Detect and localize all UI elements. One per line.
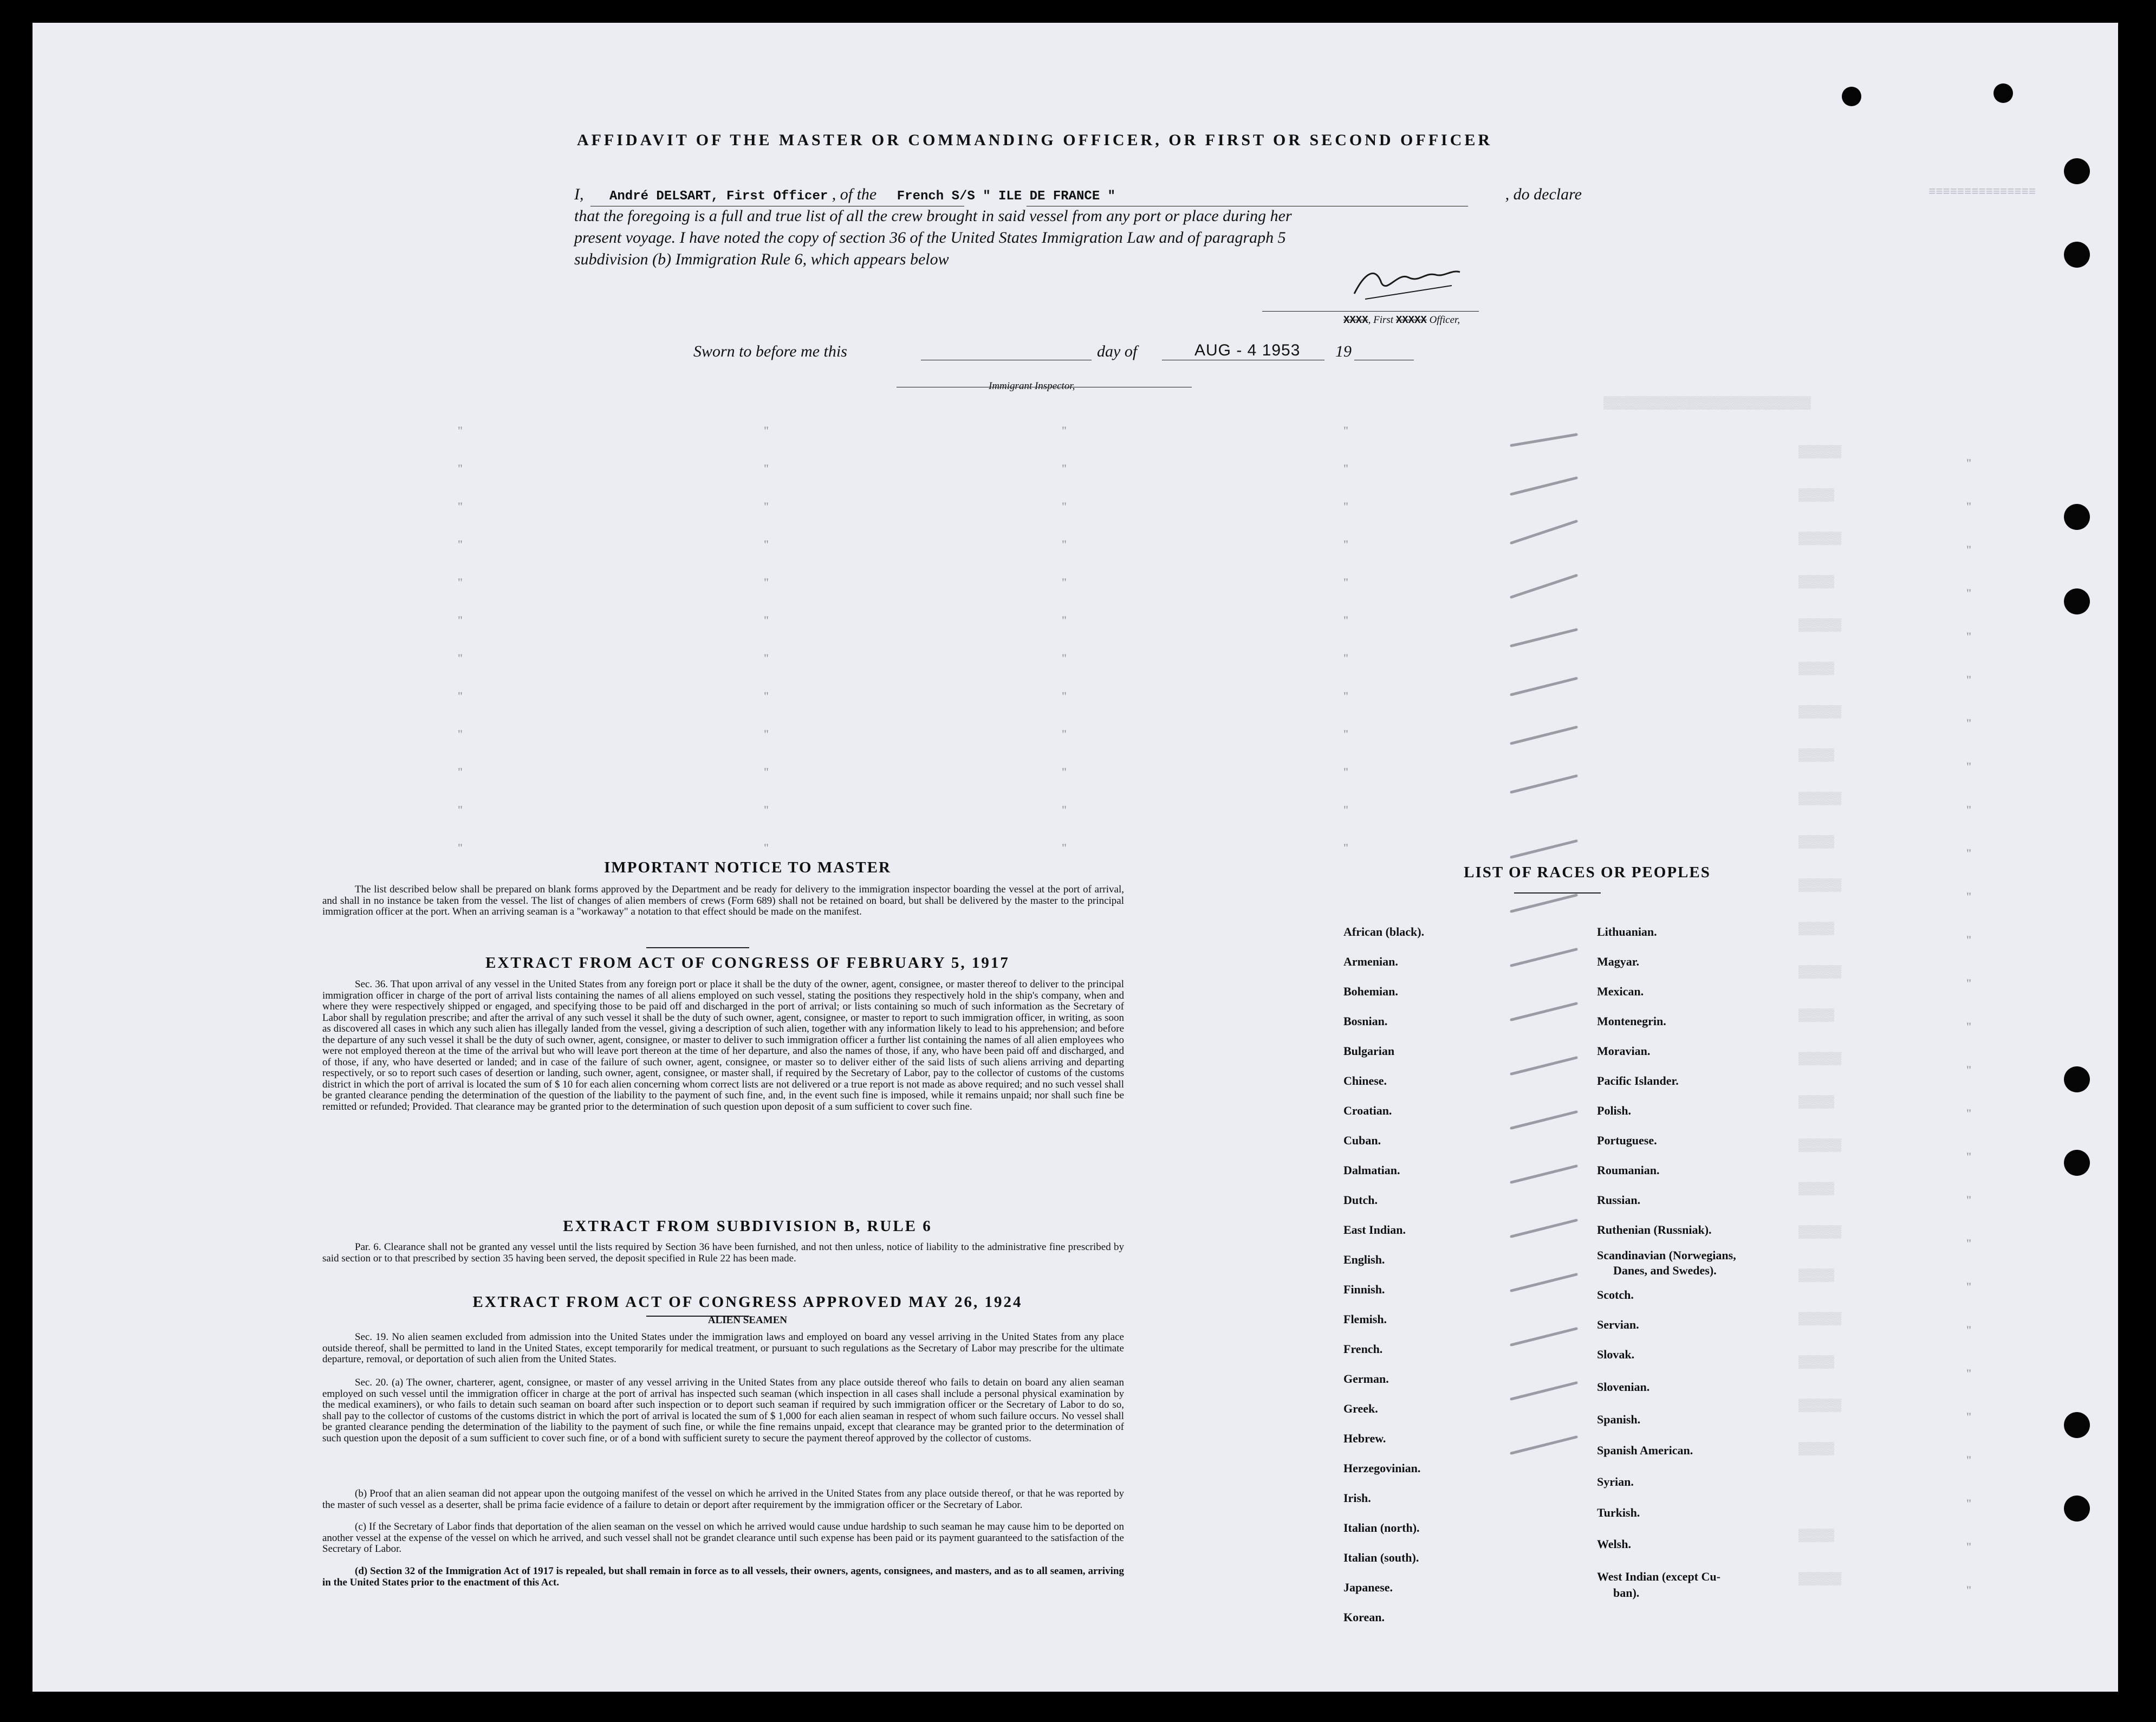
bleed-through-mark: ▒▒▒▒▒	[1798, 1096, 1835, 1109]
inspector-label: Immigrant Inspector,	[989, 380, 1075, 392]
bleed-through-mark: ▒▒▒▒▒▒	[1798, 1226, 1842, 1239]
race-item: Italian (north).	[1343, 1521, 1420, 1535]
race-item: East Indian.	[1343, 1223, 1406, 1237]
caption-first: , First	[1368, 314, 1394, 326]
punch-hole	[2064, 158, 2090, 184]
bleed-through-mark: ▒▒▒▒▒▒	[1798, 532, 1842, 546]
race-item: Polish.	[1597, 1104, 1631, 1117]
declarant-name: André DELSART, First Officer	[609, 189, 828, 204]
signature-caption	[1343, 314, 1460, 326]
sec-20b-body: (b) Proof that an alien seaman did not appear upon the outgoing manifest of the vessel on which he arrived in the United States from any place outside thereof, or that he was reported by the master of such vessel as a deserter, shall be prima facie evidence of a failure to detain or deport after requirement by the immigration officer or the Secretary of Labor.	[322, 1488, 1124, 1511]
race-item: Herzegovinian.	[1343, 1461, 1421, 1475]
race-item: ban).	[1613, 1586, 1640, 1600]
race-item: Bohemian.	[1343, 985, 1398, 998]
punch-hole	[2064, 1412, 2090, 1438]
race-item: Syrian.	[1597, 1475, 1634, 1488]
declaration-line-2: that the foregoing is a full and true list of all the crew brought in said vessel from any port or place during her	[574, 207, 1292, 225]
sworn-day-of: day of	[1097, 342, 1138, 360]
bleed-through-mark: ▒▒▒▒▒	[1798, 1182, 1835, 1196]
date-stamp: AUG - 4 1953	[1194, 341, 1301, 359]
bleed-through-mark: ▒▒▒▒▒▒	[1798, 1052, 1842, 1066]
bleed-through-mark: ▒▒▒▒▒	[1798, 749, 1835, 762]
bleed-through-mark: ▒▒▒▒▒	[1798, 1269, 1835, 1283]
race-item: Chinese.	[1343, 1074, 1387, 1087]
alien-seamen-subheading: ALIEN SEAMEN	[707, 1315, 788, 1326]
race-item: Spanish.	[1597, 1413, 1641, 1426]
bleed-through-mark: ▒▒▒▒▒	[1798, 1529, 1835, 1543]
notice-body: The list described below shall be prepared on blank forms approved by the Department and be ready for delivery to the immigration inspector boarding the vessel at the port of arrival, and shall in no instance be taken from the vessel. The list of changes of alien members of crews (Form 689) shall not be retained on board, but shall be delivered by the master to the principal immigration officer at the port. When an arriving seaman is a "workaway" a notation to that effect should be made on the manifest.	[322, 884, 1124, 917]
race-item: English.	[1343, 1253, 1385, 1266]
race-item: Portuguese.	[1597, 1134, 1657, 1147]
bleed-through-mark: ≡≡≡≡≡≡≡≡≡≡≡≡≡≡≡	[1928, 185, 2036, 199]
punch-hole	[1993, 83, 2013, 103]
bleed-through-mark: ▒▒▒▒▒▒	[1798, 619, 1842, 632]
race-item: Finnish.	[1343, 1283, 1385, 1296]
bleed-through-mark: ▒▒▒▒▒	[1798, 1442, 1835, 1456]
declaration-line-4: subdivision (b) Immigration Rule 6, which appears below	[574, 250, 949, 268]
signature-line	[1262, 311, 1479, 312]
race-item: Roumanian.	[1597, 1163, 1660, 1177]
bleed-through-mark: ▒▒▒▒▒▒	[1798, 1139, 1842, 1153]
race-item: Bulgarian	[1343, 1044, 1395, 1058]
race-item: Korean.	[1343, 1610, 1385, 1624]
race-item: Danes, and Swedes).	[1613, 1264, 1717, 1277]
sworn-prefix: Sworn to before me this	[693, 342, 847, 360]
race-item: Scotch.	[1597, 1288, 1634, 1302]
bleed-through-mark: ▒▒▒▒▒	[1798, 922, 1835, 936]
race-item: Slovak.	[1597, 1348, 1635, 1361]
punch-hole	[2064, 588, 2090, 614]
punch-hole	[1842, 87, 1861, 106]
officer-signature	[1343, 261, 1468, 305]
declaration-do-declare: , do declare	[1505, 185, 1582, 203]
punch-hole	[2064, 1496, 2090, 1522]
race-item: Lithuanian.	[1597, 925, 1657, 938]
race-item: Dutch.	[1343, 1193, 1378, 1207]
rule-6-heading: EXTRACT FROM SUBDIVISION B, RULE 6	[563, 1218, 932, 1235]
declaration-i: I,	[574, 185, 584, 203]
race-item: Armenian.	[1343, 955, 1398, 968]
races-divider	[1514, 892, 1601, 894]
declaration-line-1	[574, 185, 1582, 204]
bleed-through-mark: ▒▒▒▒▒	[1798, 836, 1835, 849]
race-item: Mexican.	[1597, 985, 1644, 998]
bleed-through-mark: ▒▒▒▒▒	[1798, 575, 1835, 589]
sec-20c-body: (c) If the Secretary of Labor finds that deportation of the alien seaman on the vessel on which he arrived would cause undue hardship to such seaman he may cause him to be deported on another vessel at the expense of the vessel on which he arrived, and such vessel shall not be grandet clearance until such expense has been paid or its payment guaranteed to the satisfaction of the Secretary of Labor.	[322, 1521, 1124, 1555]
bleed-through-mark: ▒▒▒▒▒▒	[1798, 445, 1842, 459]
race-item: Scandinavian (Norwegians,	[1597, 1248, 1736, 1262]
document-page: ≡≡≡≡≡≡≡≡≡≡≡≡≡≡≡ ▒▒▒▒▒▒▒▒▒▒▒▒▒▒▒▒▒▒▒▒▒▒▒▒▒▒▒▒▒ ▒▒▒▒▒▒ ▒▒▒▒▒ ▒▒▒▒▒▒ ▒▒▒▒▒ ▒▒▒▒▒▒ ▒▒▒▒▒ ▒▒▒▒▒▒ ▒▒▒▒▒ ▒▒▒▒▒▒ ▒▒▒▒▒ ▒▒▒▒▒▒ ▒▒▒▒▒ ▒▒▒▒▒▒ ▒▒▒▒▒ ▒▒▒▒▒▒ ▒▒▒▒▒ ▒▒▒▒▒▒ ▒▒▒▒▒ ▒▒▒▒▒▒ ▒▒▒▒▒ ▒▒▒▒▒▒ ▒▒▒▒▒ ▒▒▒▒▒▒ ▒▒▒▒▒ ▒▒▒▒▒ ▒▒▒▒▒▒ " " " " " " " " " " " " " " " " " " " " " " " " " " " " " " " " " " " " " " " " " " " " " " " " " " " " " " " " " " " " " " " " " " " " " " " " " " " AFFIDAVIT OF THE MASTER OR COMMANDING OFFICER, OR FIRST OR SECOND OFFICER I, André DELSART, First Officer , of the French S/S " ILE DE FRANCE " , do declare that the foregoing is a full and true list of all the crew brought in said vessel from any port or place during her present voyage. I have noted the copy of section 36 of the United States Immigration Law and of paragraph 5 subdivision (b) Immigration Rule 6, which appears below XXXX, First XXXXX Officer, Sworn to before me this day of AUG - 4 1953 19 Immigrant Inspector, IMPORTANT NOTICE TO MASTER The list described below shall be prepared on blank forms approved by the Department and be ready for delivery to the immigration inspector boarding the vessel at the port of arrival, and shall in no instance be taken from the vessel. The list of changes of alien members of crews (Form 689) shall not be retained on board, but shall be delivered by the master to the principal immigration officer at the port. When an arriving seaman is a "workaway" a notation to that effect should be made on the manifest. EXTRACT FROM ACT OF CONGRESS OF FEBRUARY 5, 1917 Sec. 36. That upon arrival of any vessel in the United States from any foreign port or place it shall be the duty of the owner, agent, consignee, or master thereof to deliver to the principal immigration officer in charge of the port of arrival lists containing the names of all aliens employed on such vessel, stating the positions they respectively hold in the ship's company, when and where they were respectively shipped or engaged, and specifying those to be paid off and discharged in the port of arrival; or lists containing so much of such information as the Secretary of Labor shall by regulation prescribe; and after the arrival of any such vessel it shall be the duty of such owner, agent, consignee, or master to report to such immigration officer, in writing, as soon as discovered all cases in which any such alien has illegally landed from the vessel, giving a description of such alien, together with any information likely to lead to his apprehension; and before the departure of any such vessel it shall be the duty of such owner, agent, consignee, or master to deliver to such immigration officer a further list containing the names of all alien employees who were not employed thereon at the time of the arrival but who will leave port thereon at the time of her departure, and also the names of those, if any, who have been paid off and discharged, and of those, if any, who have deserted or landed; and in case of the failure of such owner, agent, consignee, or master so to deliver either of the said lists of such aliens arriving and departing respectively, or so to report such cases of desertion or landing, such owner, agent, consignee, or master shall, if required by the Secretary of Labor, pay to the collector of customs of the customs district in which the port of arrival is located the sum of $ 10 for each alien concerning whom correct lists are not delivered or a true report is not made as above required; and no such vessel shall be granted clearance pending the determination of the question of the liability to the payment of such fine, and, in the event such fine is imposed, while it remains unpaid; nor shall such fine be remitted or refunded; Provided. That clearance may be granted prior to the determination of such question upon deposit of a sum sufficient to cover such fine. EXTRACT FROM SUBDIVISION B, RULE 6 Par. 6. Clearance shall not be granted any vessel until the lists required by Section 36 have been furnished, and not then unless, notice of liability to the administrative fine prescribed by said section or to that prescribed by section 35 having been served, the deposit specified in Rule 22 has been made. EXTRACT FROM ACT OF CONGRESS APPROVED MAY 26, 1924 ALIEN SEAMEN Sec. 19. No alien seamen excluded from admission into the United States under the immigration laws and employed on board any vessel arriving in the United States from any place outside thereof, shall be permitted to land in the United States, except temporarily for medical treatment, or pursuant to such regulations as the Secretary of Labor may prescribe for the ultimate departure, removal, or deportation of such alien from the United States. Sec. 20. (a) The owner, charterer, agent, consignee, or master of any vessel arriving in the United States from any place outside thereof who fails to detain on board any alien seaman employed on such vessel until the immigration officer in charge at the port of arrival has inspected such seaman (which inspection in all cases shall include a personal physical examination by the medical examiners), or who fails to detain such seaman on board after such inspection or to deport such seaman if required by such immigration officer or the Secretary of Labor to do so, shall pay to the collector of customs of the customs district in which the port of arrival is located the sum of $ 1,000 for each alien seaman in respect of whom such failure occurs. No vessel shall be granted clearance pending the determination of the liability to the payment of such fine, or while the fine remains unpaid, except that clearance may be granted prior to the determination of such question upon the deposit of a sum sufficient to cover such fine, or of a bond with sufficient surety to secure the payment thereof approved by the collector of customs. (b) Proof that an alien seaman did not appear upon the outgoing manifest of the vessel on which he arrived in the United States from any place outside thereof, or that he was reported by the master of such vessel as a deserter, shall be prima facie evidence of a failure to detain or deport after requirement by the immigration officer or the Secretary of Labor. (c) If the Secretary of Labor finds that deportation of the alien seaman on the vessel on which he arrived would cause undue hardship to such seaman he may cause him to be deported on another vessel at the expense of the vessel on which he arrived, and such vessel shall not be grandet clearance until such expense has been paid or its payment guaranteed to the satisfaction of the Secretary of Labor. (d) Section 32 of the Immigration Act of 1917 is repealed, but shall remain in force as to all vessels, their owners, agents, consignees, and masters, and as to all seamen, arriving in the United States prior to the enactment of this Act. LIST OF RACES OR PEOPLES African (black). Armenian. Bohemian. Bosnian. Bulgarian Chinese. Croatian. Cuban. Dalmatian. Dutch. East Indian. English. Finnish. Flemish. French. German. Greek. Hebrew. Herzegovinian. Irish. Italian (north). Italian (south). Japanese. Korean. Lithuanian. Magyar. Mexican. Montenegrin. Moravian. Pacific Islander. Polish. Portuguese. Roumanian. Russian. Ruthenian (Russniak). Scandinavian (Norwegians, Danes, and Swedes). Scotch. Servian. Slovak. Slovenian. Spanish. Spanish American. Syrian. Turkish. Welsh. West Indian (except Cu- ban).	[33, 23, 2118, 1692]
extract-1924-heading: EXTRACT FROM ACT OF CONGRESS APPROVED MAY 26, 1924	[472, 1293, 1023, 1311]
sec-20d-body: (d) Section 32 of the Immigration Act of 1917 is repealed, but shall remain in force as to all vessels, their owners, agents, consignees, and masters, and as to all seamen, arriving in the United States prior to the enactment of this Act.	[322, 1565, 1124, 1588]
declaration-line-3: present voyage. I have noted the copy of section 36 of the United States Immigration Law and of paragraph 5	[574, 229, 1286, 247]
sworn-year: 19	[1335, 342, 1352, 360]
bleed-through-mark: ▒▒▒▒▒▒▒▒▒▒▒▒▒▒▒▒▒▒▒▒▒▒▒▒▒▒▒▒▒	[1603, 397, 1811, 410]
race-item: French.	[1343, 1342, 1383, 1356]
race-item: Spanish American.	[1597, 1443, 1693, 1457]
punch-hole	[2064, 1066, 2090, 1092]
race-item: Japanese.	[1343, 1581, 1393, 1594]
sec-20a-body: Sec. 20. (a) The owner, charterer, agent, consignee, or master of any vessel arriving in the United States from any place outside thereof who fails to detain on board any alien seaman employed on such vessel until the immigration officer in charge at the port of arrival has inspected such seaman (which inspection in all cases shall include a personal physical examination by the medical examiners), or who fails to detain such seaman on board after such inspection or to deport such seaman if required by such immigration officer or the Secretary of Labor to do so, shall pay to the collector of customs of the customs district in which the port of arrival is located the sum of $ 1,000 for each alien seaman in respect of whom such failure occurs. No vessel shall be granted clearance pending the determination of the liability to the payment of such fine, or while the fine remains unpaid, except that clearance may be granted prior to the determination of such question upon the deposit of a sum sufficient to cover such fine, or of a bond with sufficient surety to secure the payment thereof approved by the collector of customs.	[322, 1377, 1124, 1444]
declaration-of-the: , of the	[832, 185, 877, 203]
rule-6-body: Par. 6. Clearance shall not be granted any vessel until the lists required by Section 36 have been furnished, and not then unless, notice of liability to the administrative fine prescribed by said section or to that prescribed by section 35 having been served, the deposit specified in Rule 22 has been made.	[322, 1241, 1124, 1264]
race-item: Russian.	[1597, 1193, 1641, 1207]
race-item: Pacific Islander.	[1597, 1074, 1679, 1087]
bleed-through-mark: ▒▒▒▒▒▒	[1798, 1572, 1842, 1586]
races-heading: LIST OF RACES OR PEOPLES	[1464, 864, 1711, 881]
punch-hole	[2064, 1150, 2090, 1176]
bleed-through-mark: ▒▒▒▒▒▒	[1798, 705, 1842, 719]
race-item: Italian (south).	[1343, 1551, 1419, 1564]
race-item: Slovenian.	[1597, 1380, 1650, 1394]
race-item: Flemish.	[1343, 1312, 1387, 1326]
vessel-name: French S/S " ILE DE FRANCE "	[897, 189, 1116, 204]
bleed-through-mark: ▒▒▒▒▒	[1798, 1356, 1835, 1369]
race-item: Montenegrin.	[1597, 1014, 1666, 1028]
race-item: Cuban.	[1343, 1134, 1381, 1147]
race-item: Greek.	[1343, 1402, 1378, 1415]
race-item: African (black).	[1343, 925, 1425, 938]
bleed-through-mark: ▒▒▒▒▒▒	[1798, 792, 1842, 806]
race-item: Servian.	[1597, 1318, 1639, 1331]
race-item: Magyar.	[1597, 955, 1640, 968]
race-item: Irish.	[1343, 1491, 1371, 1505]
bleed-through-mark: ▒▒▒▒▒	[1798, 489, 1835, 502]
caption-officer: Officer,	[1426, 314, 1460, 326]
race-item: West Indian (except Cu-	[1597, 1570, 1720, 1583]
race-item: Dalmatian.	[1343, 1163, 1400, 1177]
bleed-through-mark: ▒▒▒▒▒	[1798, 1009, 1835, 1022]
sec-19-body: Sec. 19. No alien seamen excluded from admission into the United States under the immigration laws and employed on board any vessel arriving in the United States from any place outside thereof, shall be permitted to land in the United States, except temporarily for medical treatment, or pursuant to such regulations as the Secretary of Labor may prescribe for the ultimate departure, removal, or deportation of such alien from the United States.	[322, 1331, 1124, 1365]
extract-1917-heading: EXTRACT FROM ACT OF CONGRESS OF FEBRUARY 5, 1917	[485, 954, 1010, 972]
extract-1917-body: Sec. 36. That upon arrival of any vessel in the United States from any foreign port or place it shall be the duty of the owner, agent, consignee, or master thereof to deliver to the principal immigration officer in charge of the port of arrival lists containing the names of all aliens employed on such vessel, stating the positions they respectively hold in the ship's company, when and where they were respectively shipped or engaged, and specifying those to be paid off and discharged in the port of arrival; or lists containing so much of such information as the Secretary of Labor shall by regulation prescribe; and after the arrival of any such vessel it shall be the duty of such owner, agent, consignee, or master to report to such immigration officer, in writing, as soon as discovered all cases in which any such alien has illegally landed from the vessel, giving a description of such alien, together with any information likely to lead to his apprehension; and before the departure of any such vessel it shall be the duty of such owner, agent, consignee, or master to deliver to such immigration officer a further list containing the names of all alien employees who were not employed thereon at the time of the arrival but who will leave port thereon at the time of her departure, and also the names of those, if any, who have been paid off and discharged, and of those, if any, who have deserted or landed; and in case of the failure of such owner, agent, consignee, or master so to deliver either of the said lists of such aliens arriving and departing respectively, or so to report such cases of desertion or landing, such owner, agent, consignee, or master shall, if required by the Secretary of Labor, pay to the collector of customs of the customs district in which the port of arrival is located the sum of $ 10 for each alien concerning whom correct lists are not delivered or a true report is not made as above required; and no such vessel shall be granted clearance pending the determination of the question of the liability to the payment of such fine, and, in the event such fine is imposed, while it remains unpaid; nor shall such fine be remitted or refunded; Provided. That clearance may be granted prior to the determination of such question upon deposit of a sum sufficient to cover such fine.	[322, 979, 1124, 1112]
race-item: German.	[1343, 1372, 1389, 1386]
race-item: Moravian.	[1597, 1044, 1651, 1058]
race-item: Hebrew.	[1343, 1432, 1386, 1445]
race-item: Ruthenian (Russniak).	[1597, 1223, 1712, 1237]
bleed-through-mark: ▒▒▒▒▒	[1798, 662, 1835, 676]
struck-title-2: XXXXX	[1395, 314, 1427, 326]
handwritten-marks	[1495, 413, 1593, 1605]
race-item: Turkish.	[1597, 1506, 1640, 1519]
punch-hole	[2064, 504, 2090, 530]
bleed-through-mark: ▒▒▒▒▒▒	[1798, 1312, 1842, 1326]
struck-title-1: XXXX	[1343, 314, 1368, 326]
bleed-through-mark: ▒▒▒▒▒▒	[1798, 966, 1842, 979]
bleed-through-mark: ▒▒▒▒▒▒	[1798, 1399, 1842, 1413]
race-item: Welsh.	[1597, 1537, 1631, 1551]
punch-hole	[2064, 242, 2090, 268]
race-item: Croatian.	[1343, 1104, 1392, 1117]
race-item: Bosnian.	[1343, 1014, 1388, 1028]
notice-heading: IMPORTANT NOTICE TO MASTER	[604, 859, 891, 876]
notice-divider	[646, 947, 749, 948]
bleed-through-mark: ▒▒▒▒▒▒	[1798, 879, 1842, 892]
affidavit-title: AFFIDAVIT OF THE MASTER OR COMMANDING OFFICER, OR FIRST OR SECOND OFFICER	[576, 131, 1493, 149]
